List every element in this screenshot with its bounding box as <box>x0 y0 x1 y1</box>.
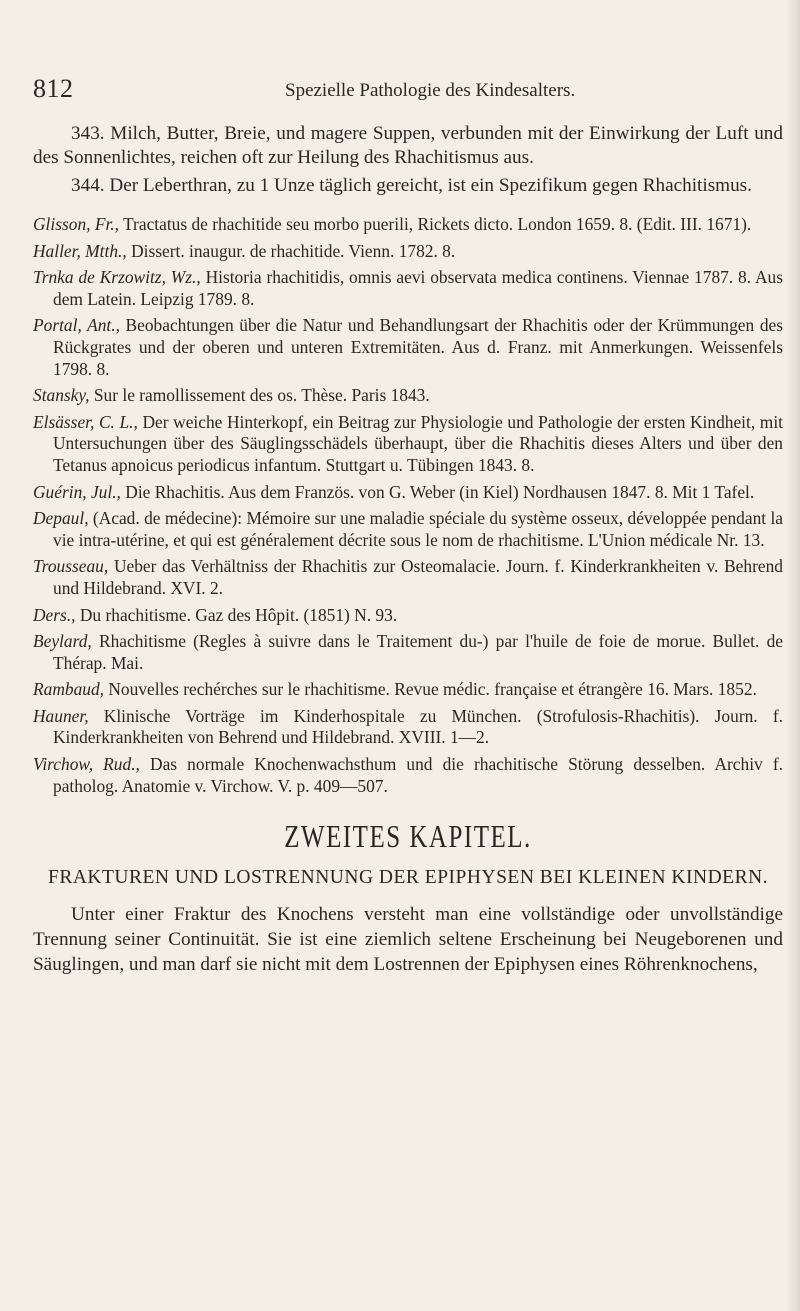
reference-entry <box>33 754 783 797</box>
reference-text: Dissert. inaugur. de rhachitide. Vienn. 1782. 8. <box>126 240 456 261</box>
reference-text: Die Rhachitis. Aus dem Französ. von G. Weber (in Kiel) Nordhausen 1847. 8. Mit 1 Tafel. <box>120 481 755 502</box>
reference-text: Ueber das Verhältniss der Rhachitis zur Osteomalacie. Journ. f. Kinderkrankheiten v. Behrend und Hildebrand. XVI. 2. <box>53 556 783 598</box>
reference-entry <box>33 214 783 236</box>
reference-author: Glisson, Fr., <box>33 214 120 234</box>
reference-author: Depaul, <box>33 508 89 529</box>
page-number: 812 <box>33 74 74 103</box>
reference-text: Sur le ramollissement des os. Thèse. Paris 1843. <box>89 385 430 406</box>
reference-entry <box>33 267 783 310</box>
reference-text: Nouvelles rechérches sur le rhachitisme. Revue médic. française et étrangère 16. Mars. 1852. <box>104 679 757 700</box>
reference-text: Beobachtungen über die Natur und Behandlungsart der Rhachitis oder der Krümmungen des Rückgrates und der oberen und unteren Extremitäten. Aus d. Franz. mit Anmerkungen. Weissenfels 1798. 8. <box>53 315 783 379</box>
reference-entry <box>33 482 783 504</box>
page-edge <box>786 0 800 1311</box>
reference-author: Guérin, Jul., <box>33 481 121 502</box>
reference-entry <box>33 315 783 380</box>
page-header <box>33 74 773 108</box>
reference-entry <box>33 556 783 599</box>
reference-text: Das normale Knochenwachsthum und die rhachitische Störung desselben. Archiv f. patholog. Anatomie v. Virchow. V. p. 409—507. <box>53 754 783 796</box>
reference-text: Der weiche Hinterkopf, ein Beitrag zur Physiologie und Pathologie der ersten Kindheit, mit Untersuchungen über des Säuglingsschädels überhaupt, über die Rhachitis dieses Alters und über den Tetanus apnoicus periodicus infantum. Stuttgart u. Tübingen 1843. 8. <box>53 411 783 475</box>
reference-author: Haller, Mtth., <box>33 240 127 261</box>
reference-author: Elsässer, C. L., <box>33 411 138 432</box>
reference-text: (Acad. de médecine): Mémoire sur une maladie spéciale du système osseux, développée pendant la vie intra-utérine, et qui est généralement décrite sous le nom de rhachitisme. L'Union médicale Nr. 13. <box>53 508 783 550</box>
numbered-paragraph-344: 344. Der Leberthran, zu 1 Unze täglich gereicht, ist ein Spezifikum gegen Rhachitismus. <box>71 175 752 196</box>
reference-author: Beylard, <box>33 631 92 652</box>
reference-text: Klinische Vorträge im Kinderhospitale zu München. (Strofulosis-Rhachitis). Journ. f. Kinderkrankheiten von Behrend und Hildebrand. XVIII. 1—2. <box>53 705 783 748</box>
reference-entry <box>33 385 783 407</box>
chapter-title: FRAKTUREN UND LOSTRENNUNG DER EPIPHYSEN BEI KLEINEN KINDERN. <box>47 867 769 889</box>
reference-text: Tractatus de rhachitide seu morbo puerili, Rickets dicto. London 1659. 8. (Edit. III. 1671). <box>119 214 752 234</box>
reference-text: Du rhachitisme. Gaz des Hôpit. (1851) N. 93. <box>75 604 398 625</box>
reference-author: Virchow, Rud., <box>33 754 140 775</box>
bibliography <box>33 214 783 797</box>
running-head: Spezielle Pathologie des Kindesalters. <box>285 80 576 101</box>
chapter-body <box>33 902 783 977</box>
reference-author: Hauner, <box>33 705 89 726</box>
reference-author: Stansky, <box>33 385 90 406</box>
reference-text: Rhachitisme (Regles à suivre dans le Traitement du-) par l'huile de foie de morue. Bullet. de Thérap. Mai. <box>53 631 783 673</box>
reference-entry <box>33 605 783 627</box>
body-paragraph: Unter einer Fraktur des Knochens versteht man eine vollständige oder unvollständige Trennung seiner Continuität. Sie ist eine ziemlich seltene Erscheinung bei Neugeborenen und Säuglingen, und man darf sie nicht mit dem Lostrennen der Epiphysen eines Röhrenknochens, <box>33 904 783 976</box>
reference-author: Rambaud, <box>33 679 105 700</box>
reference-entry <box>33 508 783 551</box>
reference-author: Trnka de Krzowitz, Wz., <box>33 267 201 288</box>
reference-entry <box>33 631 783 674</box>
reference-entry <box>33 679 783 701</box>
reference-author: Trousseau, <box>33 556 109 577</box>
reference-entry <box>33 706 783 749</box>
numbered-paragraph-343: 343. Milch, Butter, Breie, und magere Suppen, verbunden mit der Einwirkung der Luft und des Sonnenlichtes, reichen oft zur Heilung des Rhachitismus aus. <box>33 123 783 168</box>
reference-author: Portal, Ant., <box>33 315 120 336</box>
reference-entry <box>33 412 783 477</box>
chapter-label: ZWEITES KAPITEL. <box>284 820 532 855</box>
reference-author: Ders., <box>33 604 76 625</box>
reference-entry <box>33 241 783 263</box>
reference-text: Historia rhachitidis, omnis aevi observata medica continens. Viennae 1787. 8. Aus dem Latein. Leipzig 1789. 8. <box>53 267 783 309</box>
page-content <box>33 122 783 977</box>
